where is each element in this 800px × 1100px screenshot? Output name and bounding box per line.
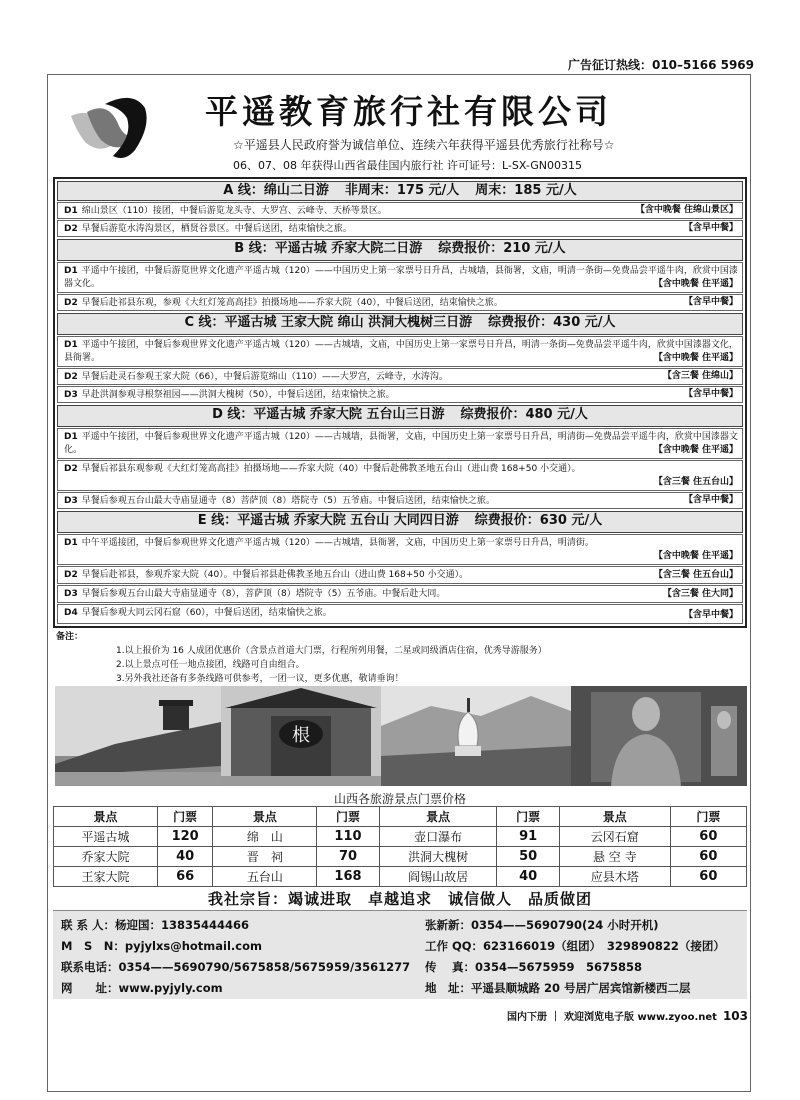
route-day: D2 早餐后赴祁县东观，参观《大红灯笼高高挂》拍摄场地——乔家大院（40），中餐后送团，结束愉快之旅。 【含早中餐】	[57, 294, 743, 311]
route-day: D2 早餐后赴祁县，参观乔家大院（40）。中餐后祁县赴佛教圣地五台山（进山费 168+50 小交通）。 【含三餐 住五台山】	[57, 566, 743, 584]
contact-msn: M S N：pyjylxs@hotmail.com	[61, 939, 263, 953]
table-row: 乔家大院 40 晋 祠 70 洪洞大槐树 50 悬 空 寺 60	[54, 847, 747, 867]
company-logo-icon	[63, 86, 158, 164]
contact-zhang: 张新新：0354——5690790(24 小时开机)	[425, 918, 659, 932]
contact-panel	[53, 910, 747, 999]
table-header-row: 景点 门票 景点 门票 景点 门票 景点 门票	[54, 807, 747, 827]
notes	[56, 630, 746, 686]
award-line: 06、07、08 年获得山西省最佳国内旅行社 许可证号：L-SX-GN00315	[233, 159, 582, 172]
route-day: D3 早餐后参观五台山最大寺庙显通寺（8），菩萨顶（8）塔院寺（5）五爷庙。中餐后赴大同。 【含三餐 住大同】	[57, 585, 743, 603]
route-day: D1 中午平遥接团，中餐后参观世界文化遗产平遥古城（120）——古城墙，县衙署，文庙，中国历史上第一家票号日升昌，明清街。 【含中晚餐 住平遥】	[57, 534, 743, 565]
pagoda-photo	[381, 686, 571, 786]
route-day: D1 平遥中午接团，中餐后参观世界文化遗产平遥古城（120）——古城墙，文庙，中国历史上第一家票号日升昌，明清一条街—免费品尝平遥牛肉，欣赏中国漆器文化，县衙署。 【含中晚餐 住平遥】	[57, 336, 743, 367]
route-day: D2 早餐后游览水涛沟景区，栖贤谷景区。中餐后送团，结束愉快之旅。 【含早中餐】	[57, 220, 743, 237]
route-day: D1 绵山景区（110）接团，中餐后游览龙头寺、大罗宫、云峰寺、天桥等景区。 【含中晚餐 住绵山景区】	[57, 202, 743, 219]
table-row: 平遥古城 120 绵 山 110 壶口瀑布 91 云冈石窟 60	[54, 827, 747, 847]
footer-text: 国内下册 ｜ 欢迎浏览电子版 www.zyoo.net	[507, 1012, 717, 1023]
table-row: 王家大院 66 五台山 168 阎锡山故居 40 应县木塔 60	[54, 867, 747, 887]
page-footer	[507, 1008, 748, 1023]
route-day: D1 平遥中午接团，中餐后游览世界文化遗产平遥古城（120）——中国历史上第一家票号日升昌，古城墙，县衙署，文庙，明清一条街—免费品尝平遥牛肉，欣赏中国漆器文化。 【含中晚餐 住平遥】	[57, 262, 743, 293]
route-day: D2 早餐后祁县东观参观《大红灯笼高高挂》拍摄场地——乔家大院（40）中餐后赴佛教圣地五台山（进山费 168+50 小交通）。 【含三餐 住五台山】	[57, 460, 743, 491]
grotto-buddha-photo	[571, 686, 747, 786]
header	[55, 80, 745, 175]
routes-box	[53, 177, 747, 628]
page-number: 103	[722, 1009, 748, 1023]
city-wall-photo	[55, 686, 221, 786]
gate-plaque-text: 根	[292, 725, 310, 746]
route-day: D3 早餐后参观五台山最大寺庙显通寺（8）菩萨顶（8）塔院寺（5）五爷庙。中餐后送团，结束愉快之旅。 【含早中餐】	[57, 492, 743, 509]
photo-strip	[55, 686, 747, 786]
contact-qq: 工作 QQ：623166019（组团） 329890822（接团）	[425, 939, 725, 953]
contact-website: 网 址：www.pyjyly.com	[61, 981, 223, 995]
note-line: 3.另外我社还备有多条线路可供参考，一团一议，更多优惠，敬请垂询！	[116, 674, 404, 684]
contact-fax: 传 真：0354—5675959 5675858	[425, 960, 643, 974]
route-title: C 线：平遥古城 王家大院 绵山 洪洞大槐树三日游 综费报价：430 元/人	[57, 313, 743, 335]
note-line: 2.以上景点可任一地点接团，线路可自由组合。	[116, 660, 305, 670]
ad-hotline: 广告征订热线：010–5166 5969	[567, 58, 754, 72]
route-title: D 线：平遥古城 乔家大院 五台山三日游 综费报价：480 元/人	[57, 405, 743, 427]
courtyard-gate-photo	[221, 686, 381, 786]
route-day: D1 平遥中午接团，中餐后参观世界文化遗产平遥古城（120）——古城墙，县衙署，文庙，中国历史上第一家票号日升昌，明清街—免费品尝平遥牛肉，欣赏中国漆器文化。 【含中晚餐 住平遥】	[57, 428, 743, 459]
route-day: D3 早赴洪洞参观寻根祭祖园——洪洞大槐树（50），中餐后送团，结束愉快之旅。 【含早中餐】	[57, 386, 743, 403]
notes-title: 备注：	[56, 632, 84, 642]
note-line: 1.以上报价为 16 人成团优惠价（含景点首道大门票，行程所列用餐，二星或同级酒店住宿，优秀导游服务）	[116, 646, 547, 656]
route-title: E 线：平遥古城 乔家大院 五台山 大同四日游 综费报价：630 元/人	[57, 511, 743, 533]
company-motto: 我社宗旨：竭诚进取 卓越追求 诚信做人 品质做团	[207, 890, 592, 908]
contact-person: 联 系 人：杨迎国：13835444466	[61, 918, 250, 932]
ticket-table-title: 山西各旅游景点门票价格	[333, 792, 466, 806]
ticket-price-table	[53, 806, 747, 887]
route-day: D2 早餐后赴灵石参观王家大院（66），中餐后游览绵山（110）——大罗宫，云峰寺，水涛沟。 【含三餐 住绵山】	[57, 368, 743, 385]
contact-address: 地 址：平遥县顺城路 20 号居广居宾馆新楼西二层	[425, 981, 691, 995]
route-title: A 线：绵山二日游 非周末：175 元/人 周末：185 元/人	[57, 181, 743, 201]
contact-phone: 联系电话：0354——5690790/5675858/5675959/3561277	[61, 960, 411, 974]
route-title: B 线：平遥古城 乔家大院二日游 综费报价：210 元/人	[57, 239, 743, 261]
company-name: 平遥教育旅行社有限公司	[205, 92, 612, 131]
route-day: D4 早餐后参观大同云冈石窟（60），中餐后送团，结束愉快之旅。 【含早中餐】	[57, 604, 743, 624]
honor-line: ☆平遥县人民政府誉为诚信单位、连续六年获得平遥县优秀旅行社称号☆	[233, 138, 615, 152]
